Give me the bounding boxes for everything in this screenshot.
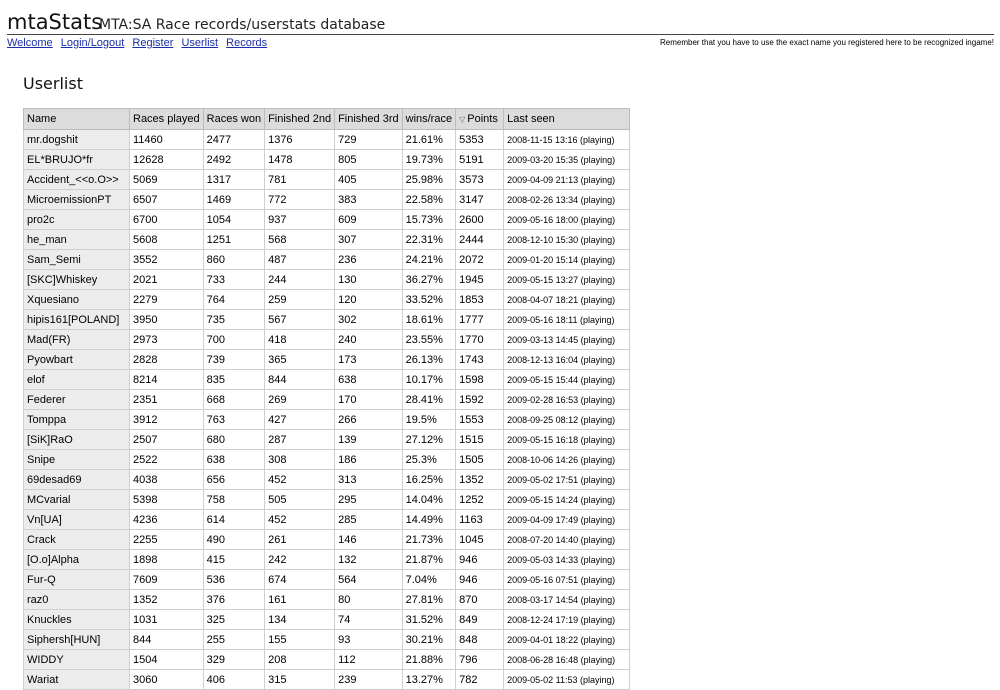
cell-points: 1770 xyxy=(456,330,504,350)
cell-finished-3rd: 383 xyxy=(335,190,403,210)
cell-last-seen: 2009-04-09 17:49 (playing) xyxy=(504,510,630,530)
cell-finished-3rd: 139 xyxy=(335,430,403,450)
cell-races-won: 490 xyxy=(203,530,264,550)
cell-points: 2072 xyxy=(456,250,504,270)
cell-last-seen: 2009-03-13 14:45 (playing) xyxy=(504,330,630,350)
cell-wins-per-race: 15.73% xyxy=(402,210,455,230)
table-row xyxy=(24,430,630,450)
userlist-table-body xyxy=(24,130,630,690)
cell-wins-per-race: 10.17% xyxy=(402,370,455,390)
nav-link-userlist[interactable]: Userlist xyxy=(181,37,219,49)
cell-points: 3573 xyxy=(456,170,504,190)
cell-races-played: 2828 xyxy=(130,350,204,370)
table-row xyxy=(24,570,630,590)
cell-wins-per-race: 21.87% xyxy=(402,550,455,570)
cell-last-seen: 2008-12-13 16:04 (playing) xyxy=(504,350,630,370)
cell-races-won: 406 xyxy=(203,670,264,690)
cell-wins-per-race: 22.31% xyxy=(402,230,455,250)
cell-finished-3rd: 638 xyxy=(335,370,403,390)
cell-points: 2444 xyxy=(456,230,504,250)
cell-last-seen: 2009-04-01 18:22 (playing) xyxy=(504,630,630,650)
cell-wins-per-race: 30.21% xyxy=(402,630,455,650)
cell-last-seen: 2009-04-09 21:13 (playing) xyxy=(504,170,630,190)
cell-finished-2nd: 261 xyxy=(265,530,335,550)
ingame-name-notice: Remember that you have to use the exact name you registered here to be recognized ingame! xyxy=(660,38,994,47)
cell-name: raz0 xyxy=(24,590,130,610)
cell-points: 782 xyxy=(456,670,504,690)
cell-races-played: 3912 xyxy=(130,410,204,430)
cell-finished-2nd: 505 xyxy=(265,490,335,510)
cell-last-seen: 2009-05-15 15:44 (playing) xyxy=(504,370,630,390)
cell-finished-3rd: 112 xyxy=(335,650,403,670)
cell-last-seen: 2009-05-15 14:24 (playing) xyxy=(504,490,630,510)
cell-name: Crack xyxy=(24,530,130,550)
cell-finished-3rd: 93 xyxy=(335,630,403,650)
cell-wins-per-race: 19.73% xyxy=(402,150,455,170)
table-row xyxy=(24,170,630,190)
nav-link-records[interactable]: Records xyxy=(226,37,268,49)
cell-finished-3rd: 609 xyxy=(335,210,403,230)
cell-races-won: 255 xyxy=(203,630,264,650)
cell-races-played: 5398 xyxy=(130,490,204,510)
cell-name: [SiK]RaO xyxy=(24,430,130,450)
column-header-last-seen[interactable]: Last seen xyxy=(504,109,630,130)
cell-races-played: 7609 xyxy=(130,570,204,590)
cell-name: MicroemissionPT xyxy=(24,190,130,210)
nav-link-welcome[interactable]: Welcome xyxy=(7,37,53,49)
cell-last-seen: 2008-11-15 13:16 (playing) xyxy=(504,130,630,150)
table-row xyxy=(24,390,630,410)
nav-link-login-logout[interactable]: Login/Logout xyxy=(60,37,125,49)
cell-points: 1252 xyxy=(456,490,504,510)
cell-points: 946 xyxy=(456,550,504,570)
table-row xyxy=(24,530,630,550)
cell-races-played: 1898 xyxy=(130,550,204,570)
cell-races-won: 733 xyxy=(203,270,264,290)
cell-name: Xquesiano xyxy=(24,290,130,310)
table-row xyxy=(24,230,630,250)
cell-last-seen: 2009-05-16 07:51 (playing) xyxy=(504,570,630,590)
table-row xyxy=(24,650,630,670)
cell-last-seen: 2008-12-24 17:19 (playing) xyxy=(504,610,630,630)
cell-wins-per-race: 31.52% xyxy=(402,610,455,630)
cell-races-played: 4236 xyxy=(130,510,204,530)
table-row xyxy=(24,510,630,530)
table-row xyxy=(24,210,630,230)
cell-races-played: 1504 xyxy=(130,650,204,670)
table-header-row xyxy=(24,109,630,130)
cell-wins-per-race: 25.3% xyxy=(402,450,455,470)
cell-finished-2nd: 1376 xyxy=(265,130,335,150)
table-row xyxy=(24,250,630,270)
cell-finished-2nd: 568 xyxy=(265,230,335,250)
cell-last-seen: 2008-09-25 08:12 (playing) xyxy=(504,410,630,430)
cell-points: 946 xyxy=(456,570,504,590)
cell-name: MCvarial xyxy=(24,490,130,510)
cell-wins-per-race: 33.52% xyxy=(402,290,455,310)
cell-races-played: 2507 xyxy=(130,430,204,450)
cell-last-seen: 2008-06-28 16:48 (playing) xyxy=(504,650,630,670)
column-header-races-won[interactable]: Races won xyxy=(203,109,264,130)
cell-finished-3rd: 564 xyxy=(335,570,403,590)
cell-points: 849 xyxy=(456,610,504,630)
cell-name: [SKC]Whiskey xyxy=(24,270,130,290)
cell-finished-2nd: 567 xyxy=(265,310,335,330)
cell-races-won: 668 xyxy=(203,390,264,410)
cell-races-won: 700 xyxy=(203,330,264,350)
cell-wins-per-race: 26.13% xyxy=(402,350,455,370)
cell-races-played: 6700 xyxy=(130,210,204,230)
cell-races-won: 1054 xyxy=(203,210,264,230)
cell-wins-per-race: 14.49% xyxy=(402,510,455,530)
userlist-table-container xyxy=(23,108,630,690)
cell-finished-2nd: 242 xyxy=(265,550,335,570)
table-row xyxy=(24,610,630,630)
cell-wins-per-race: 19.5% xyxy=(402,410,455,430)
cell-wins-per-race: 21.73% xyxy=(402,530,455,550)
cell-name: Snipe xyxy=(24,450,130,470)
cell-races-won: 2492 xyxy=(203,150,264,170)
cell-races-won: 638 xyxy=(203,450,264,470)
cell-last-seen: 2009-05-03 14:33 (playing) xyxy=(504,550,630,570)
site-name: mtaStats xyxy=(7,10,103,34)
cell-wins-per-race: 21.61% xyxy=(402,130,455,150)
cell-name: [O.o]Alpha xyxy=(24,550,130,570)
cell-wins-per-race: 36.27% xyxy=(402,270,455,290)
cell-name: hipis161[POLAND] xyxy=(24,310,130,330)
cell-races-played: 2351 xyxy=(130,390,204,410)
nav-link-register[interactable]: Register xyxy=(132,37,174,49)
cell-finished-2nd: 452 xyxy=(265,470,335,490)
cell-name: EL*BRUJO*fr xyxy=(24,150,130,170)
cell-name: Siphersh[HUN] xyxy=(24,630,130,650)
cell-finished-3rd: 239 xyxy=(335,670,403,690)
cell-last-seen: 2009-03-20 15:35 (playing) xyxy=(504,150,630,170)
cell-finished-2nd: 772 xyxy=(265,190,335,210)
main-nav xyxy=(7,37,272,50)
column-header-name[interactable]: Name xyxy=(24,109,130,130)
cell-races-played: 5608 xyxy=(130,230,204,250)
table-row xyxy=(24,550,630,570)
cell-name: he_man xyxy=(24,230,130,250)
cell-last-seen: 2008-04-07 18:21 (playing) xyxy=(504,290,630,310)
cell-finished-2nd: 134 xyxy=(265,610,335,630)
cell-finished-2nd: 674 xyxy=(265,570,335,590)
sort-descending-icon: ▽ xyxy=(459,115,466,124)
cell-races-played: 1352 xyxy=(130,590,204,610)
cell-races-won: 758 xyxy=(203,490,264,510)
cell-finished-3rd: 405 xyxy=(335,170,403,190)
cell-finished-2nd: 208 xyxy=(265,650,335,670)
cell-name: 69desad69 xyxy=(24,470,130,490)
cell-wins-per-race: 7.04% xyxy=(402,570,455,590)
cell-races-played: 11460 xyxy=(130,130,204,150)
cell-finished-3rd: 805 xyxy=(335,150,403,170)
cell-points: 1045 xyxy=(456,530,504,550)
cell-finished-3rd: 173 xyxy=(335,350,403,370)
cell-races-won: 1317 xyxy=(203,170,264,190)
cell-name: mr.dogshit xyxy=(24,130,130,150)
cell-name: Accident_<<o.O>> xyxy=(24,170,130,190)
cell-races-won: 415 xyxy=(203,550,264,570)
cell-name: Mad(FR) xyxy=(24,330,130,350)
cell-finished-3rd: 74 xyxy=(335,610,403,630)
column-header-points-label: Points xyxy=(467,113,498,125)
cell-finished-3rd: 132 xyxy=(335,550,403,570)
cell-races-played: 5069 xyxy=(130,170,204,190)
cell-last-seen: 2009-05-16 18:00 (playing) xyxy=(504,210,630,230)
cell-points: 2600 xyxy=(456,210,504,230)
cell-name: Wariat xyxy=(24,670,130,690)
cell-finished-2nd: 244 xyxy=(265,270,335,290)
cell-races-played: 2522 xyxy=(130,450,204,470)
cell-name: WIDDY xyxy=(24,650,130,670)
cell-races-played: 12628 xyxy=(130,150,204,170)
cell-races-played: 2973 xyxy=(130,330,204,350)
cell-finished-3rd: 295 xyxy=(335,490,403,510)
cell-finished-2nd: 365 xyxy=(265,350,335,370)
cell-last-seen: 2009-05-15 16:18 (playing) xyxy=(504,430,630,450)
cell-points: 1743 xyxy=(456,350,504,370)
cell-wins-per-race: 14.04% xyxy=(402,490,455,510)
cell-points: 870 xyxy=(456,590,504,610)
cell-points: 5353 xyxy=(456,130,504,150)
table-row xyxy=(24,450,630,470)
cell-points: 1163 xyxy=(456,510,504,530)
cell-name: Pyowbart xyxy=(24,350,130,370)
cell-races-played: 4038 xyxy=(130,470,204,490)
cell-points: 1853 xyxy=(456,290,504,310)
table-row xyxy=(24,190,630,210)
cell-finished-3rd: 729 xyxy=(335,130,403,150)
cell-wins-per-race: 13.27% xyxy=(402,670,455,690)
cell-finished-3rd: 130 xyxy=(335,270,403,290)
cell-finished-3rd: 313 xyxy=(335,470,403,490)
cell-finished-3rd: 266 xyxy=(335,410,403,430)
cell-finished-2nd: 844 xyxy=(265,370,335,390)
cell-wins-per-race: 18.61% xyxy=(402,310,455,330)
cell-finished-2nd: 161 xyxy=(265,590,335,610)
header-divider xyxy=(7,34,994,35)
cell-finished-3rd: 240 xyxy=(335,330,403,350)
cell-last-seen: 2008-07-20 14:40 (playing) xyxy=(504,530,630,550)
cell-points: 1598 xyxy=(456,370,504,390)
cell-finished-3rd: 170 xyxy=(335,390,403,410)
cell-finished-3rd: 236 xyxy=(335,250,403,270)
cell-last-seen: 2008-12-10 15:30 (playing) xyxy=(504,230,630,250)
cell-points: 1777 xyxy=(456,310,504,330)
cell-races-played: 2021 xyxy=(130,270,204,290)
table-row xyxy=(24,670,630,690)
table-row xyxy=(24,350,630,370)
cell-finished-2nd: 1478 xyxy=(265,150,335,170)
cell-last-seen: 2008-10-06 14:26 (playing) xyxy=(504,450,630,470)
cell-name: Fur-Q xyxy=(24,570,130,590)
cell-races-won: 764 xyxy=(203,290,264,310)
cell-races-won: 860 xyxy=(203,250,264,270)
cell-races-won: 1251 xyxy=(203,230,264,250)
cell-races-won: 739 xyxy=(203,350,264,370)
cell-finished-2nd: 259 xyxy=(265,290,335,310)
cell-finished-2nd: 155 xyxy=(265,630,335,650)
table-row xyxy=(24,330,630,350)
table-row xyxy=(24,370,630,390)
cell-last-seen: 2009-05-02 11:53 (playing) xyxy=(504,670,630,690)
cell-wins-per-race: 28.41% xyxy=(402,390,455,410)
cell-points: 796 xyxy=(456,650,504,670)
cell-finished-3rd: 120 xyxy=(335,290,403,310)
cell-races-played: 3950 xyxy=(130,310,204,330)
cell-races-played: 844 xyxy=(130,630,204,650)
cell-points: 1515 xyxy=(456,430,504,450)
cell-races-won: 835 xyxy=(203,370,264,390)
cell-races-played: 8214 xyxy=(130,370,204,390)
cell-races-played: 2279 xyxy=(130,290,204,310)
table-row xyxy=(24,130,630,150)
table-row xyxy=(24,290,630,310)
cell-wins-per-race: 25.98% xyxy=(402,170,455,190)
table-row xyxy=(24,270,630,290)
cell-races-won: 656 xyxy=(203,470,264,490)
column-header-finished-2nd[interactable]: Finished 2nd xyxy=(265,109,335,130)
cell-name: Sam_Semi xyxy=(24,250,130,270)
column-header-races-played[interactable]: Races played xyxy=(130,109,204,130)
cell-name: Vn[UA] xyxy=(24,510,130,530)
cell-finished-3rd: 302 xyxy=(335,310,403,330)
table-row xyxy=(24,490,630,510)
cell-wins-per-race: 24.21% xyxy=(402,250,455,270)
cell-races-won: 1469 xyxy=(203,190,264,210)
cell-wins-per-race: 16.25% xyxy=(402,470,455,490)
cell-points: 5191 xyxy=(456,150,504,170)
cell-wins-per-race: 21.88% xyxy=(402,650,455,670)
cell-races-won: 614 xyxy=(203,510,264,530)
cell-last-seen: 2008-03-17 14:54 (playing) xyxy=(504,590,630,610)
table-row xyxy=(24,590,630,610)
table-row xyxy=(24,150,630,170)
page-title: Userlist xyxy=(23,74,83,93)
cell-races-won: 325 xyxy=(203,610,264,630)
userlist-table xyxy=(23,108,630,690)
cell-wins-per-race: 27.81% xyxy=(402,590,455,610)
cell-races-played: 3552 xyxy=(130,250,204,270)
cell-name: Knuckles xyxy=(24,610,130,630)
cell-points: 1505 xyxy=(456,450,504,470)
cell-finished-2nd: 287 xyxy=(265,430,335,450)
table-row xyxy=(24,630,630,650)
cell-finished-2nd: 487 xyxy=(265,250,335,270)
column-header-points[interactable] xyxy=(456,109,504,130)
cell-finished-2nd: 269 xyxy=(265,390,335,410)
cell-last-seen: 2009-01-20 15:14 (playing) xyxy=(504,250,630,270)
cell-races-played: 1031 xyxy=(130,610,204,630)
site-subtitle: MTA:SA Race records/userstats database xyxy=(99,17,386,33)
cell-finished-3rd: 285 xyxy=(335,510,403,530)
cell-points: 1553 xyxy=(456,410,504,430)
cell-finished-2nd: 452 xyxy=(265,510,335,530)
cell-finished-2nd: 427 xyxy=(265,410,335,430)
site-header xyxy=(0,0,1000,50)
cell-wins-per-race: 27.12% xyxy=(402,430,455,450)
cell-races-won: 763 xyxy=(203,410,264,430)
cell-name: pro2c xyxy=(24,210,130,230)
table-row xyxy=(24,410,630,430)
cell-races-won: 329 xyxy=(203,650,264,670)
table-row xyxy=(24,310,630,330)
column-header-wins-per-race[interactable]: wins/race xyxy=(402,109,455,130)
cell-last-seen: 2009-05-15 13:27 (playing) xyxy=(504,270,630,290)
cell-finished-3rd: 307 xyxy=(335,230,403,250)
cell-points: 1592 xyxy=(456,390,504,410)
cell-last-seen: 2009-05-02 17:51 (playing) xyxy=(504,470,630,490)
cell-last-seen: 2009-05-16 18:11 (playing) xyxy=(504,310,630,330)
cell-races-won: 536 xyxy=(203,570,264,590)
cell-races-won: 680 xyxy=(203,430,264,450)
cell-wins-per-race: 22.58% xyxy=(402,190,455,210)
cell-finished-2nd: 781 xyxy=(265,170,335,190)
cell-races-won: 2477 xyxy=(203,130,264,150)
cell-races-played: 2255 xyxy=(130,530,204,550)
cell-points: 1945 xyxy=(456,270,504,290)
cell-races-played: 6507 xyxy=(130,190,204,210)
cell-points: 848 xyxy=(456,630,504,650)
cell-races-won: 376 xyxy=(203,590,264,610)
cell-finished-2nd: 308 xyxy=(265,450,335,470)
cell-name: Tomppa xyxy=(24,410,130,430)
cell-finished-3rd: 186 xyxy=(335,450,403,470)
cell-finished-3rd: 146 xyxy=(335,530,403,550)
cell-name: Federer xyxy=(24,390,130,410)
cell-finished-2nd: 418 xyxy=(265,330,335,350)
cell-finished-2nd: 937 xyxy=(265,210,335,230)
cell-finished-2nd: 315 xyxy=(265,670,335,690)
cell-points: 1352 xyxy=(456,470,504,490)
cell-last-seen: 2008-02-26 13:34 (playing) xyxy=(504,190,630,210)
table-row xyxy=(24,470,630,490)
cell-races-won: 735 xyxy=(203,310,264,330)
column-header-finished-3rd[interactable]: Finished 3rd xyxy=(335,109,403,130)
cell-points: 3147 xyxy=(456,190,504,210)
cell-wins-per-race: 23.55% xyxy=(402,330,455,350)
cell-last-seen: 2009-02-28 16:53 (playing) xyxy=(504,390,630,410)
cell-finished-3rd: 80 xyxy=(335,590,403,610)
cell-name: elof xyxy=(24,370,130,390)
cell-races-played: 3060 xyxy=(130,670,204,690)
